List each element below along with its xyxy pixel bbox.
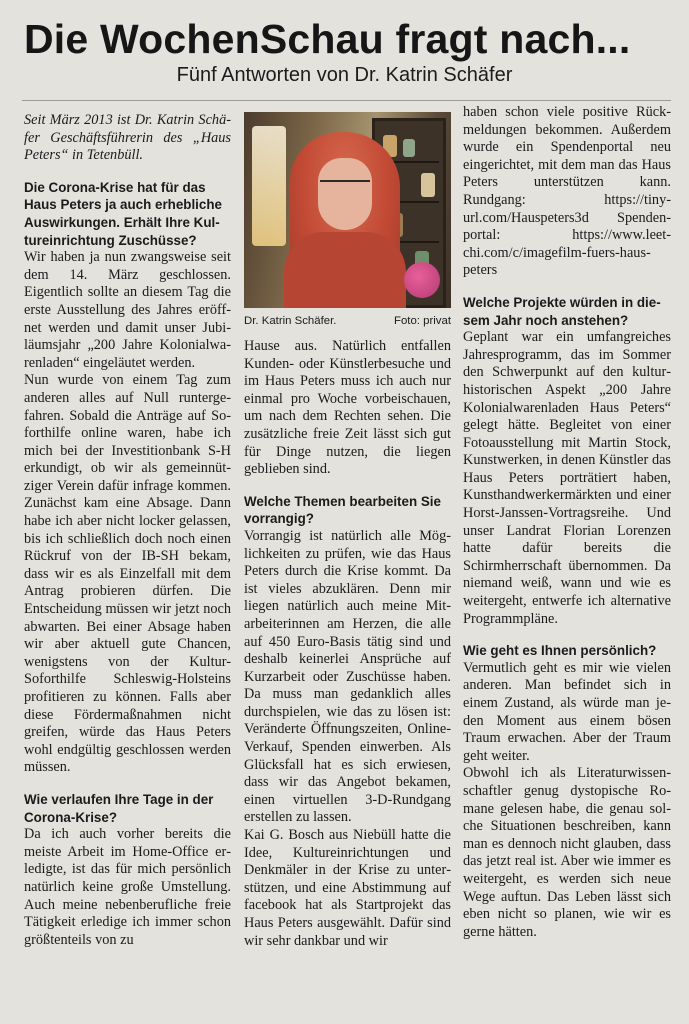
answer-1-paragraph-2: Nun wurde von einem Tag zum anderen alles auf Null runtergefahren. Sobald die Anträge auf Soforthilfe online waren, habe ich mich bei der Investitionbank S-H erkundigt, ob wir als gemeinnütziger Verein dafür infrage kommen. Zunächst kam eine Absage. Dann habe ich aber nicht locker gelassen, bis ich schließlich doch noch einen Rückruf von der IB-SH bekam, dass wir es als Einzelfall mit dem Antrag probieren dürfen. Die Entscheidung müssen wir jetzt noch abwarten. Bei einer Absage haben wir aber aktuell gute Chancen, wenigstens von der Kultur-Soforthilfe Schleswig-Holsteins profitieren zu können. Falls aber diese Fördermaßnahmen nicht greifen, würde das Haus Peters wohl endgültig geschlossen werden müssen.: [24, 372, 231, 776]
caption-credit: Foto: privat: [394, 315, 451, 327]
column-3: [463, 104, 671, 941]
answer-4: Geplant war ein umfangreiches Jahresprogramm, das im Sommer den Schwerpunkt auf den kulturhistorischen Aspekt „200 Jahre Kolonialwarenladen Haus Peters“ gelegt hätte. Begleitet von einer Fotoausstellung mit Martin Stock, Kunstwerken, in denen Künstler das Haus Peters porträtiert haben, Kunsthandwerkermärkten und einer Horst-Janssen-Vortragsreihe. Und unser Landrat Florian Lorenzen hatte dafür bereits die Schirmherrschaft übernommen. Da niemand weiß, wann und wie es weitergeht, entwerfe ich alternative Programmpläne.: [463, 329, 671, 627]
column-2: [244, 112, 451, 950]
answer-2-continued: Hause aus. Natürlich entfallen Kunden- oder Künstlerbesuche und im Haus Peters muss ich auch nur einmal pro Woche vorbeischauen, um nach dem Rechten sehen. Die zusätzliche freie Zeit lässt sich gut für Dinge nutzen, die liegen geblieben sind.: [244, 338, 451, 478]
question-2: Wie verlaufen Ihre Tage in der Corona-Krise?: [24, 791, 214, 825]
question-1: Die Corona-Krise hat für das Haus Peters ja auch erhebliche Auswirkungen. Erhält Ihre Kultureinrichtung Zuschüsse?: [24, 179, 222, 248]
header-divider: [22, 100, 671, 101]
question-3: Welche Themen bearbeiten Sie vorrangig?: [244, 493, 441, 527]
portrait-photo: [244, 112, 451, 308]
subheadline: Fünf Antworten von Dr. Katrin Schäfer: [176, 64, 513, 86]
question-4: Welche Projekte würden in diesem Jahr noch anstehen?: [463, 294, 661, 328]
photo-caption: [244, 314, 451, 328]
column-1: [24, 112, 231, 949]
answer-3-paragraph-1: Vorrangig ist natürlich alle Möglichkeiten zu prüfen, wie das Haus Peters durch die Krise kommt. Da ist vieles abzuklären. Denn mir liegen natürlich auch meine Mitarbeiterinnen am Herzen, die alle auf 450 Euro-Basis tätig sind und deshalb keinerlei Ansprüche auf Kurzarbeit oder Zuschüsse haben. Da muss man gedanklich alles durchspielen, wie das zu lösen ist: Veränderte Öffnungszeiten, Online-Verkauf, Spenden einwerben. Als Glücksfall hat es sich erwiesen, dass wir das Angebot bekamen, einen virtuellen 3-D-Rundgang erstellen zu lassen.: [244, 527, 451, 826]
question-5: Wie geht es Ihnen persönlich?: [463, 643, 657, 659]
headline: Die WochenSchau fragt nach...: [24, 16, 631, 62]
answer-1-paragraph-1: Wir haben ja nun zwangsweise seit dem 14. März geschlossen. Eigentlich sollte an diesem Tag die erste Ausstellung des Jahres eröffnet werden und damit unser Jubiläumsjahr „200 Jahre Kolonialwarenladen“ eingeläutet werden.: [24, 249, 231, 371]
answer-3-continued: haben schon viele positive Rückmeldungen bekommen. Außerdem wurde ein Spendenportal neu eingerichtet, mit dem man das Haus Peters unterstützen kann. Rundgang: https://tinyurl.com/Hauspeters3d Spendenportal: https://www.leetchi.com/c/imagefilm-fuers-hauspeters: [463, 104, 671, 279]
intro-text: Seit März 2013 ist Dr. Katrin Schäfer Geschäftsführerin des „Haus Peters“ in Tetenbüll.: [24, 112, 231, 164]
answer-2: Da ich auch vorher bereits die meiste Arbeit im Home-Office erledigte, ist das für mich persönlich natürlich keine große Umstellung. Auch meine nebenberufliche freie Tätigkeit erledige ich immer schon größtenteils von zu: [24, 826, 231, 948]
answer-5-paragraph-1: Vermutlich geht es mir wie vielen anderen. Man befindet sich in einem Zustand, als würde man jeden Moment aus einem bösen Traum erwachen. Aber der Traum geht weiter.: [463, 659, 671, 764]
caption-name: Dr. Katrin Schäfer.: [244, 315, 337, 327]
answer-3-paragraph-2: Kai G. Bosch aus Niebüll hatte die Idee, Kultureinrichtungen und Denkmäler in der Krise zu unterstützen, und eine Abstimmung auf facebook hat als Startprojekt das Haus Peters ausgewählt. Dafür sind wir sehr dankbar und wir: [244, 827, 451, 949]
answer-5-paragraph-2: Obwohl ich als Literaturwissenschaftler genug dystopische Romane gelesen habe, die genau solche Situationen beschreiben, kann man es dennoch nicht glauben, dass das jetzt real ist. Aber wie immer es weitergeht, es werden sich neue Wege auftun. Das Leben lässt sich eben nicht so planen, wie wir es gerne hätten.: [463, 765, 671, 940]
